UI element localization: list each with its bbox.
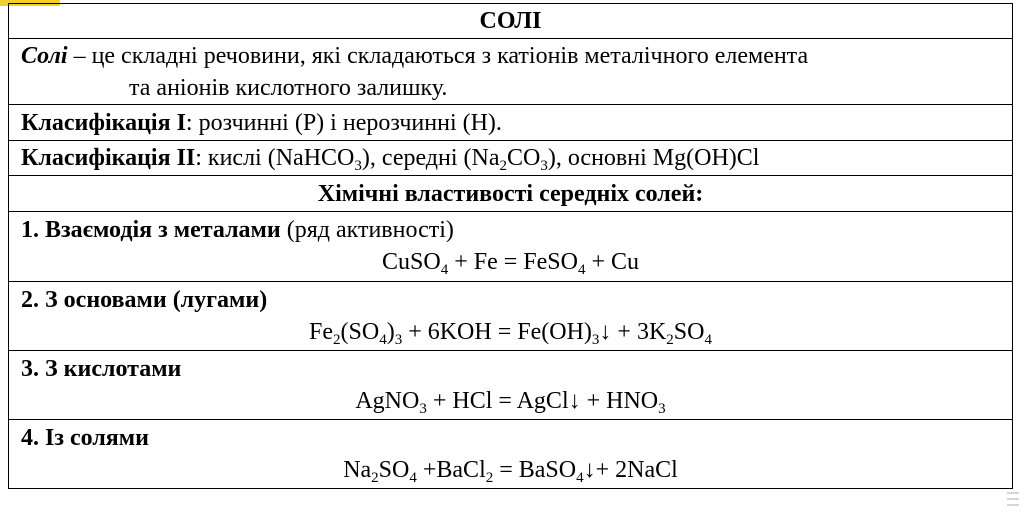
class2-t2: ), середні (Na: [361, 145, 500, 171]
eq1-a-sub: 4: [440, 262, 449, 278]
property-4-title: 4. Із солями: [21, 425, 149, 451]
eq4-a: Na: [343, 457, 372, 483]
eq1-a: CuSO: [382, 249, 441, 275]
eq2-e: ↓ + 3K: [599, 319, 667, 345]
property-2-row: [9, 282, 1012, 351]
classification-1-row: [9, 105, 1012, 141]
property-4-row: [9, 420, 1012, 489]
eq4-d-sub: 4: [576, 470, 584, 486]
definition-line-2: та аніонів кислотного залишку.: [129, 75, 448, 101]
property-3-title: 3. З кислотами: [21, 356, 182, 382]
eq4-b: SO: [378, 457, 410, 483]
definition-row: [9, 39, 1012, 105]
property-1-header: [21, 214, 1000, 246]
classification-1-text: : розчинні (Р) і нерозчинні (Н).: [185, 110, 502, 136]
eq4-c: +BaCl: [416, 457, 486, 483]
property-2-equation: [21, 316, 1000, 348]
eq1-c: + Cu: [585, 249, 639, 275]
definition-line-1: [21, 40, 1000, 72]
eq4-d: = BaSO: [493, 457, 577, 483]
definition-text-1: це складні речовини, які складаються з катіонів металічного елемента: [91, 43, 809, 69]
eq2-b-sub: 4: [379, 332, 387, 348]
property-3-equation: [21, 385, 1000, 417]
class2-s2: 2: [499, 158, 507, 174]
eq3-a: AgNO: [355, 388, 420, 414]
eq4-e: ↓+ 2NaCl: [583, 457, 678, 483]
property-3-row: [9, 351, 1012, 420]
definition-term: Солі: [21, 43, 68, 69]
property-4-equation: [21, 454, 1000, 486]
class2-t1: : кислі (NaHCO: [195, 145, 355, 171]
definition-dash: –: [67, 43, 92, 69]
eq2-c-sub: 3: [394, 332, 403, 348]
class2-t3: CO: [507, 145, 541, 171]
property-1-row: [9, 212, 1012, 282]
class2-s1: 3: [354, 158, 362, 174]
eq4-a-sub: 2: [371, 470, 379, 486]
eq2-e-sub: 2: [666, 332, 674, 348]
scroll-grip-icon[interactable]: [1004, 488, 1022, 510]
property-1-title: 1. Взаємодія з металами: [21, 217, 281, 243]
eq2-d-sub: 3: [591, 332, 600, 348]
class2-t4: ), основні Mg(OH)Cl: [547, 145, 760, 171]
salts-table: [8, 3, 1013, 489]
eq3-b: + HCl = AgCl↓ + HNO: [426, 388, 659, 414]
eq2-b: (SO: [340, 319, 380, 345]
property-1-note: (ряд активності): [280, 217, 454, 243]
eq2-c: ): [386, 319, 395, 345]
eq1-b: + Fe = FeSO: [448, 249, 578, 275]
eq2-d: + 6KOH = Fe(OH): [402, 319, 592, 345]
eq4-c-sub: 2: [485, 470, 494, 486]
eq3-a-sub: 3: [419, 401, 427, 417]
classification-2-row: [9, 141, 1012, 176]
eq4-b-sub: 4: [409, 470, 417, 486]
eq2-a-sub: 2: [333, 332, 341, 348]
property-2-title: 2. З основами (лугами): [21, 287, 268, 313]
table-title: СОЛІ: [9, 4, 1012, 39]
property-1-equation: [21, 246, 1000, 278]
class2-s3: 3: [540, 158, 548, 174]
classification-1-label: Класифікація І: [21, 110, 186, 136]
eq2-f: SO: [673, 319, 705, 345]
classification-2-label: Класифікація ІІ: [21, 145, 196, 171]
properties-heading: Хімічні властивості середніх солей:: [9, 176, 1012, 212]
eq1-b-sub: 4: [577, 262, 586, 278]
eq2-a: Fe: [309, 319, 334, 345]
eq2-f-sub: 4: [704, 332, 712, 348]
eq3-b-sub: 3: [658, 401, 666, 417]
